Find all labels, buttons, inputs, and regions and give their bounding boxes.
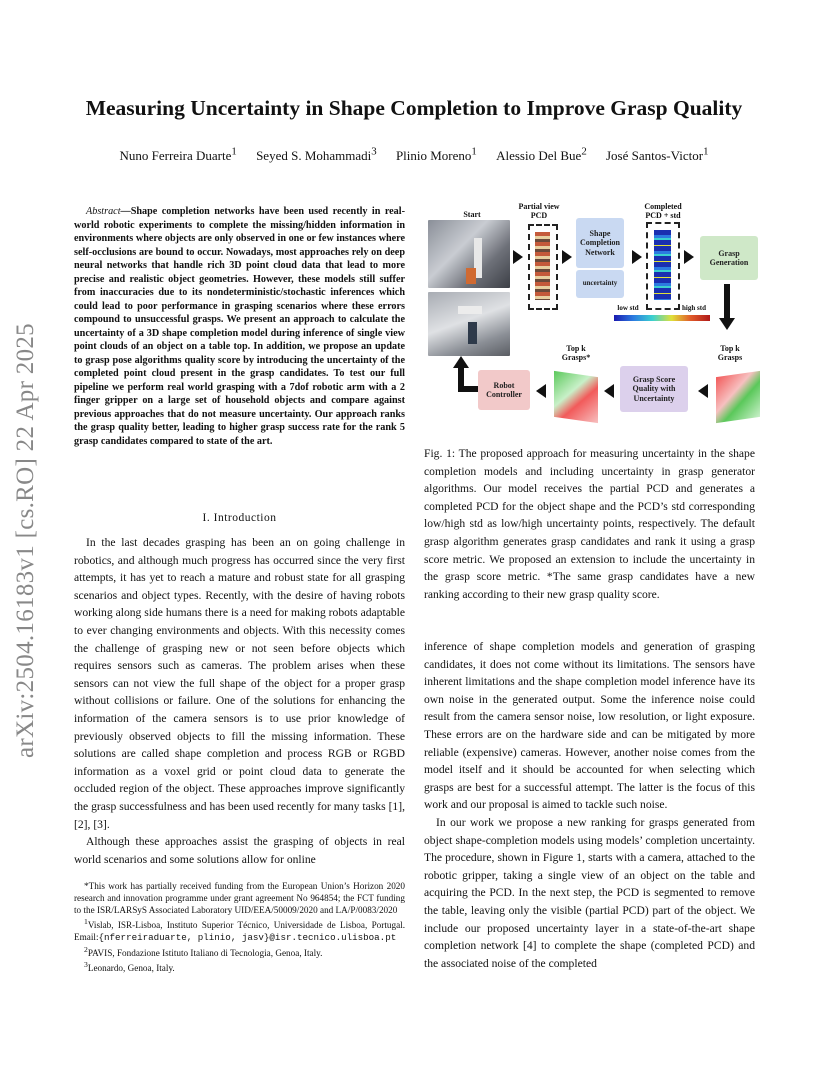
abstract bbox=[74, 205, 405, 448]
top-k-grasps-label: Top k Grasps bbox=[717, 344, 743, 362]
section-heading: I. Introduction bbox=[202, 512, 277, 524]
robot-photo-start bbox=[428, 220, 510, 288]
shape-completion-box: Shape Completion Network bbox=[576, 218, 624, 268]
author: Plinio Moreno$^1$ bbox=[395, 146, 477, 164]
paper-title: Measuring Uncertainty in Shape Completion to Improve Grasp Quality bbox=[85, 96, 743, 120]
pipeline-figure bbox=[424, 198, 760, 438]
arrow-left-icon bbox=[698, 384, 708, 398]
arrow-down-head-icon bbox=[719, 318, 735, 330]
partial-view-label: Partial view PCD bbox=[518, 202, 560, 220]
paragraph: inference of shape completion models and generation of grasping candidates, it does not come without its limitations. The sensors have inherent limitations and the shape completion model inference have its own noise in the generated output. Some the inference noise could result from the camera sensor noise, low resolution, or light exposure. These errors are on the hardware side and can be mitigated by more reliable (expensive) cameras. However, another noise comes from the model itself and it should be accounted for when selecting which grasps are best for a successful attempt. The latter is the focus of this work and our proposal is aimed to tackle such noise. bbox=[424, 640, 755, 812]
footnote-1: $^1$Vislab, ISR-Lisboa, Instituto Superior Técnico, Universidade de Lisboa, Portugal. Email:{nferreiraduarte, plinio, jasv}@isr.tecnico.ulisboa.pt bbox=[74, 917, 405, 944]
abstract-lead: Abstract bbox=[86, 206, 121, 217]
arrow-right-icon bbox=[513, 250, 523, 264]
arrow-down-icon bbox=[724, 284, 730, 320]
paragraph: In the last decades grasping has been an on going challenge in robotics, and although much progress has occurred since the very first attempts, it has yet to reach a mature and robust state for all grasping scenarios and object types. Recently, with the desire of having robots working along side humans there is a need for making robots adaptable to ever changing environments and objects. With this necessity comes the challenge of grasping new or not seen before objects which requires sensors such as cameras. The problem arises when these sensors can not view the full shape of the object for a proper grasp without collisions or failure. One of the solutions for enhancing the information of the camera sensors is to use prior knowledge of previously observed objects to fill the missing information. These solutions are called shape completion and process RGB or RGBD information as a voxel grid or point cloud data to generate the occluded region of the object. These approaches improve significantly the grasp successfulness and has been used recently for many tasks [1], [2], [3]. bbox=[74, 536, 405, 831]
grasp-score-box: Grasp Score Quality with Uncertainty bbox=[620, 366, 688, 412]
arrow-left-icon bbox=[604, 384, 614, 398]
grasps-image-right bbox=[716, 371, 760, 423]
footnotes bbox=[74, 880, 405, 974]
low-std-label: low std bbox=[617, 304, 639, 312]
author-list bbox=[0, 146, 828, 164]
partial-pcd-image bbox=[528, 224, 558, 310]
arrow-right-icon bbox=[632, 250, 642, 264]
robot-controller-box: Robot Controller bbox=[478, 370, 530, 410]
paragraph: In our work we propose a new ranking for grasps generated from object shape-completion models using models’ completion uncertainty. The procedure, shown in Figure 1, starts with a camera, attached to the robotic gripper, taking a single view of an object on the table and acquiring the PCD. In the next step, the PCD is segmented to remove the table, leaving only the visible (partial PCD) part of the object. We include our proposed uncertainty layer in a state-of-the-art shape completion network [4] to complete the shape (completed PCD) and the associated noise of the completed bbox=[424, 815, 755, 970]
arxiv-stamp: arXiv:2504.16183v1 [cs.RO] 22 Apr 2025 bbox=[12, 323, 39, 758]
arrow-left-icon bbox=[536, 384, 546, 398]
author: Alessio Del Bue$^2$ bbox=[496, 146, 587, 164]
figure-caption: Fig. 1: The proposed approach for measuring uncertainty in the shape completion models and including uncertainty in grasp generator algorithms. Our model receives the partial PCD and generates a completed PCD for the object shape and the PCD’s std corresponding low/high std as low/high uncertainty points, respectively. The default grasp algorithm generates grasp candidates and rank it using a grasp score metric. We proposed an extension to include the uncertainty in the grasp score metric. *The same grasp candidates have a new ranking according to their new grasp quality score. bbox=[424, 447, 755, 601]
author: Nuno Ferreira Duarte$^1$ bbox=[119, 146, 237, 164]
top-k-grasps-star-label: Top k Grasps* bbox=[561, 344, 591, 362]
intro-text bbox=[74, 534, 405, 868]
start-label: Start bbox=[463, 210, 481, 219]
robot-photo-grasp bbox=[428, 292, 510, 356]
author: Seyed S. Mohammadi$^3$ bbox=[256, 146, 377, 164]
footnote-3: $^3$Leonardo, Genoa, Italy. bbox=[84, 960, 175, 974]
return-arrow-h bbox=[458, 386, 478, 392]
return-arrow-head-icon bbox=[453, 356, 469, 368]
high-std-label: high std bbox=[682, 304, 706, 312]
paragraph: Although these approaches assist the grasping of objects in real world scenarios and some solutions allow for online bbox=[74, 835, 405, 866]
footnote-2: $^2$PAVIS, Fondazione Istituto Italiano di Tecnologia, Genoa, Italy. bbox=[84, 945, 323, 959]
author: José Santos-Victor$^1$ bbox=[605, 146, 709, 164]
uncertainty-box: uncertainty bbox=[576, 270, 624, 298]
right-column-text bbox=[424, 638, 755, 972]
completed-pcd-image bbox=[646, 222, 680, 310]
std-colorbar bbox=[614, 315, 710, 321]
completed-pcd-label: Completed PCD + std bbox=[644, 202, 682, 220]
abstract-body: —Shape completion networks have been used recently in real-world robotic experiments to complete the missing/hidden information in environments where objects are only observed in one or few instances where self-occlusions are bound to occur. Nowadays, most approaches rely on deep neural networks that handle rich 3D point cloud data that lead to more precise and realistic object geometries. However, these models still suffer from inaccuracies due to its nondeterministic/stochastic inferences which could lead to poor performance in grasping scenarios where these errors compound to unsuccessful grasps. We present an approach to calculate the uncertainty of a 3D shape completion model during inference of single view point clouds of an object on a table top. In addition, we propose an update to grasp pose algorithms quality score by introducing the uncertainty of the completed point cloud present in the grasp candidates. To test our full pipeline we perform real world grasping with a 7dof robotic arm with a 2 finger gripper on a large set of household objects and compare against previous approaches that do not measure uncertainty. Our approach ranks the grasp quality better, leading to higher grasp success rate for the rank 5 grasp candidates compared to state of the art. bbox=[74, 206, 405, 447]
arrow-right-icon bbox=[562, 250, 572, 264]
arrow-right-icon bbox=[684, 250, 694, 264]
grasps-image-left bbox=[554, 371, 598, 423]
grasp-generation-box: Grasp Generation bbox=[700, 236, 758, 280]
funding-footnote: *This work has partially received funding from the European Union’s Horizon 2020 research and innovation programme under grant agreement No 964854; the FCT funding to the ISR/LARSyS Associated Laboratory UID/EEA/50009/2020 and LA/P/0083/2020 bbox=[74, 881, 405, 915]
